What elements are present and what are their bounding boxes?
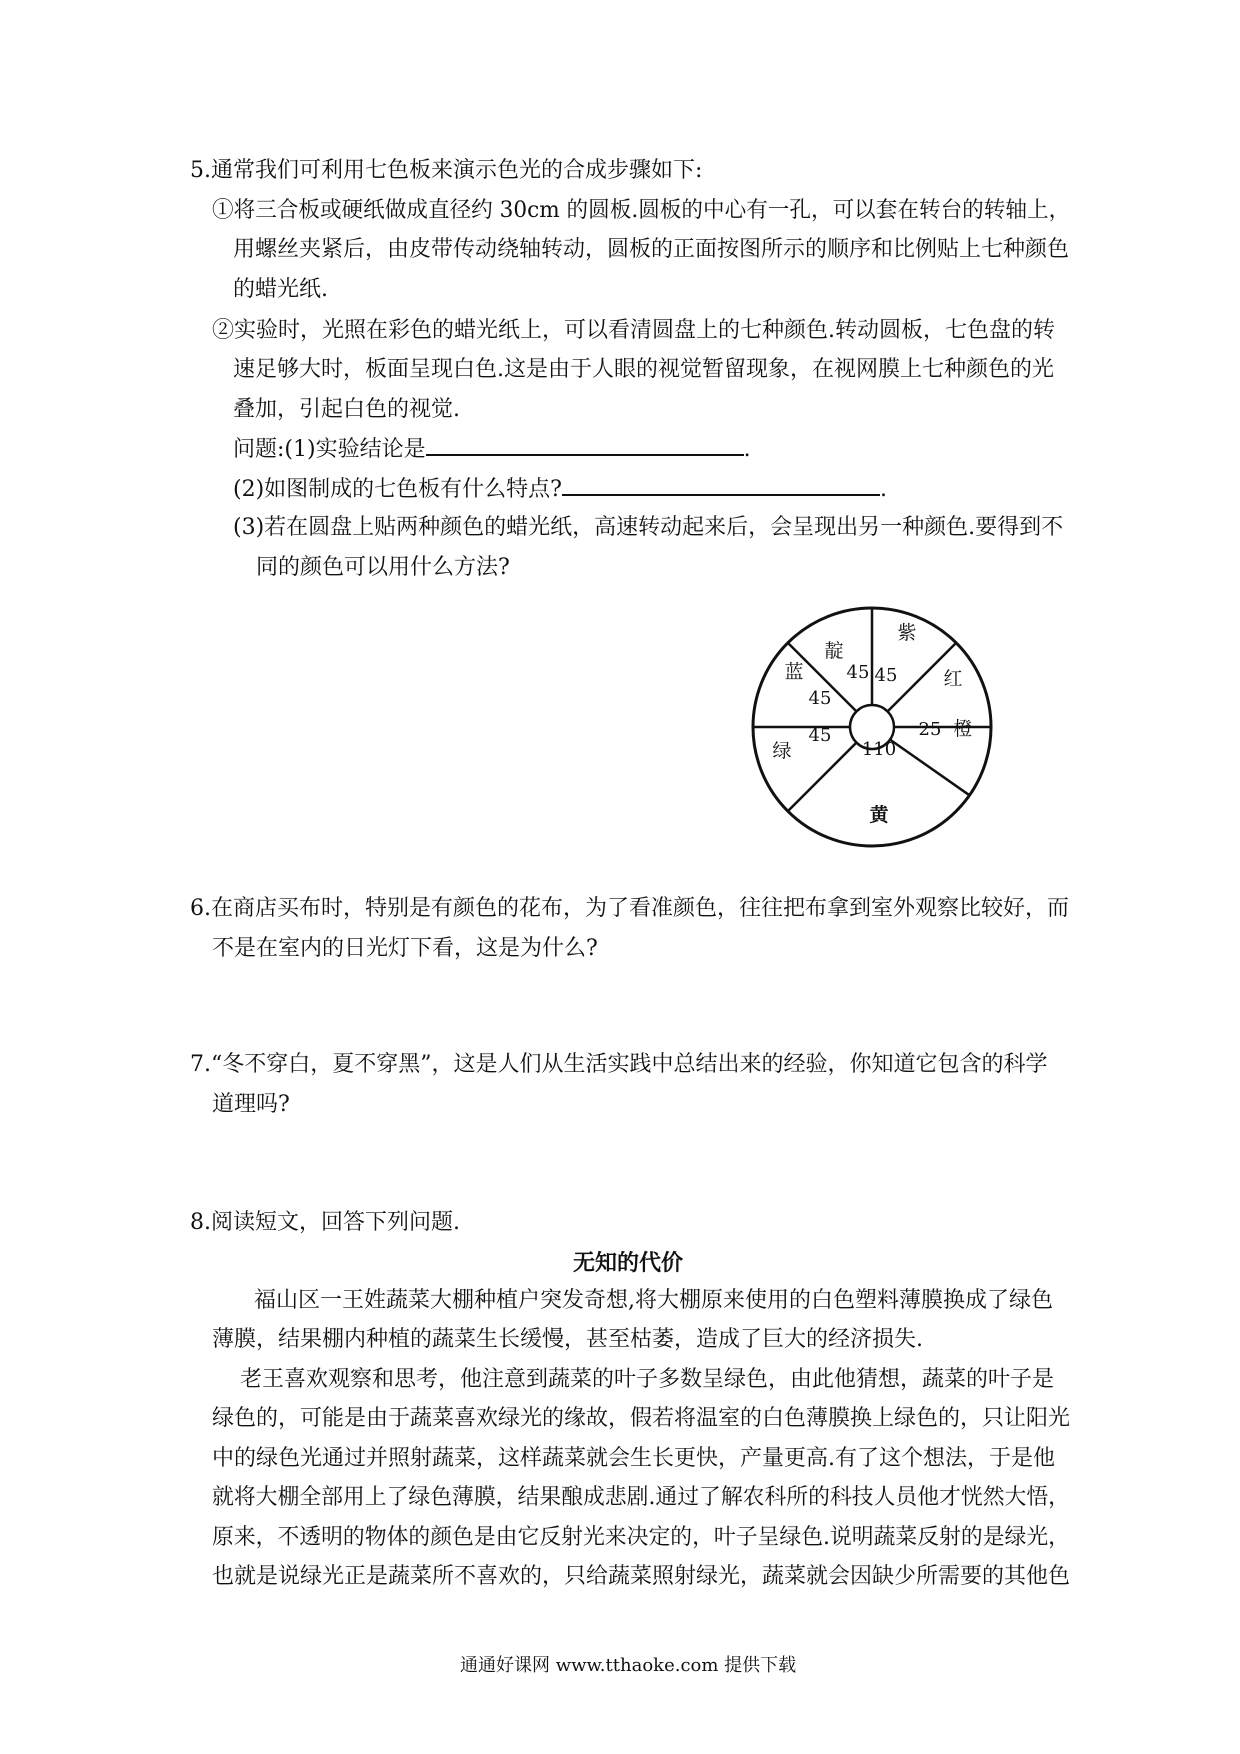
q5-answer2-blank[interactable] xyxy=(562,474,880,496)
q5-step1-line1: ①将三合板或硬纸做成直径约 30cm 的圆板.圆板的中心有一孔，可以套在转台的转轴上， xyxy=(212,198,1071,223)
q5-answer1-blank[interactable] xyxy=(426,434,744,456)
angle-label-indigo: 45 xyxy=(846,662,870,683)
passage-p2-line2: 绿色的，可能是由于蔬菜喜欢绿光的缘故，假若将温室的白色薄膜换上绿色的，只让阳光 xyxy=(212,1406,1071,1431)
angle-label-violet: 45 xyxy=(874,665,898,686)
q5-intro: 5.通常我们可利用七色板来演示色光的合成步骤如下: xyxy=(190,158,703,183)
q5-step2-line1: ②实验时，光照在彩色的蜡光纸上，可以看清圆盘上的七种颜色.转动圆板，七色盘的转 xyxy=(212,318,1055,343)
color-label-yellow: 黄 xyxy=(869,804,889,826)
seven-color-wheel xyxy=(750,605,994,849)
passage-p2-line4: 就将大棚全部用上了绿色薄膜，结果酿成悲剧.通过了解农科所的科技人员他才恍然大悟， xyxy=(212,1485,1070,1510)
color-label-violet: 紫 xyxy=(897,622,917,644)
passage-p1-line2: 薄膜，结果棚内种植的蔬菜生长缓慢，甚至枯萎，造成了巨大的经济损失. xyxy=(212,1327,923,1352)
q5-question3-line2: 同的颜色可以用什么方法? xyxy=(256,555,510,580)
sector-line-lower-left xyxy=(788,743,857,812)
q5-question1-period: . xyxy=(743,437,751,462)
color-label-red: 红 xyxy=(943,668,963,690)
passage-p2-line5: 原来，不透明的物体的颜色是由它反射光来决定的，叶子呈绿色.说明蔬菜反射的是绿光， xyxy=(212,1525,1070,1550)
q6-line2: 不是在室内的日光灯下看，这是为什么? xyxy=(212,936,598,961)
q5-step1-line3: 的蜡光纸. xyxy=(233,277,328,302)
q8-intro: 8.阅读短文，回答下列问题. xyxy=(190,1210,460,1235)
page-footer: 通通好课网 www.tthaoke.com 提供下载 xyxy=(460,1655,797,1676)
q5-question2-text: (2)如图制成的七色板有什么特点? xyxy=(233,477,562,502)
q5-question2-period: . xyxy=(879,477,887,502)
q5-step2-line2: 速足够大时，板面呈现白色.这是由于人眼的视觉暂留现象，在视网膜上七种颜色的光 xyxy=(233,357,1054,382)
q5-question1-text: 问题:(1)实验结论是 xyxy=(233,437,426,462)
q7-line1: 7.“冬不穿白，夏不穿黑”，这是人们从生活实践中总结出来的经验，你知道它包含的科学 xyxy=(190,1052,1048,1077)
q5-question1 xyxy=(233,434,751,464)
q7-line2: 道理吗? xyxy=(212,1092,290,1117)
passage-p2-line3: 中的绿色光通过并照射蔬菜，这样蔬菜就会生长更快，产量更高.有了这个想法，于是他 xyxy=(212,1446,1055,1471)
color-label-green: 绿 xyxy=(772,740,792,762)
angle-label-green: 45 xyxy=(808,725,832,746)
q5-question2 xyxy=(233,474,887,504)
passage-title: 无知的代价 xyxy=(573,1250,684,1276)
q5-step2-line3: 叠加，引起白色的视觉. xyxy=(233,397,460,422)
sector-line-lower-right xyxy=(890,740,970,796)
passage-p1-line1: 福山区一王姓蔬菜大棚种植户突发奇想,将大棚原来使用的白色塑料薄膜换成了绿色 xyxy=(254,1288,1053,1313)
color-label-orange: 橙 xyxy=(953,718,973,740)
color-label-blue: 蓝 xyxy=(784,661,804,683)
q5-step1-line2: 用螺丝夹紧后，由皮带传动绕轴转动，圆板的正面按图所示的顺序和比例贴上七种颜色 xyxy=(233,237,1070,262)
angle-label-yellow: 110 xyxy=(861,739,897,760)
q6-line1: 6.在商店买布时，特别是有颜色的花布，为了看准颜色，往往把布拿到室外观察比较好，而 xyxy=(190,896,1069,921)
passage-p2-line1: 老王喜欢观察和思考，他注意到蔬菜的叶子多数呈绿色，由此他猜想，蔬菜的叶子是 xyxy=(240,1367,1055,1392)
passage-p2-line6: 也就是说绿光正是蔬菜所不喜欢的，只给蔬菜照射绿光，蔬菜就会因缺少所需要的其他色 xyxy=(212,1564,1071,1589)
angle-label-blue: 45 xyxy=(808,688,832,709)
color-label-indigo: 靛 xyxy=(824,640,844,662)
q5-question3-line1: (3)若在圆盘上贴两种颜色的蜡光纸，高速转动起来后，会呈现出另一种颜色.要得到不 xyxy=(233,515,1064,540)
angle-label-orange: 25 xyxy=(918,719,942,740)
